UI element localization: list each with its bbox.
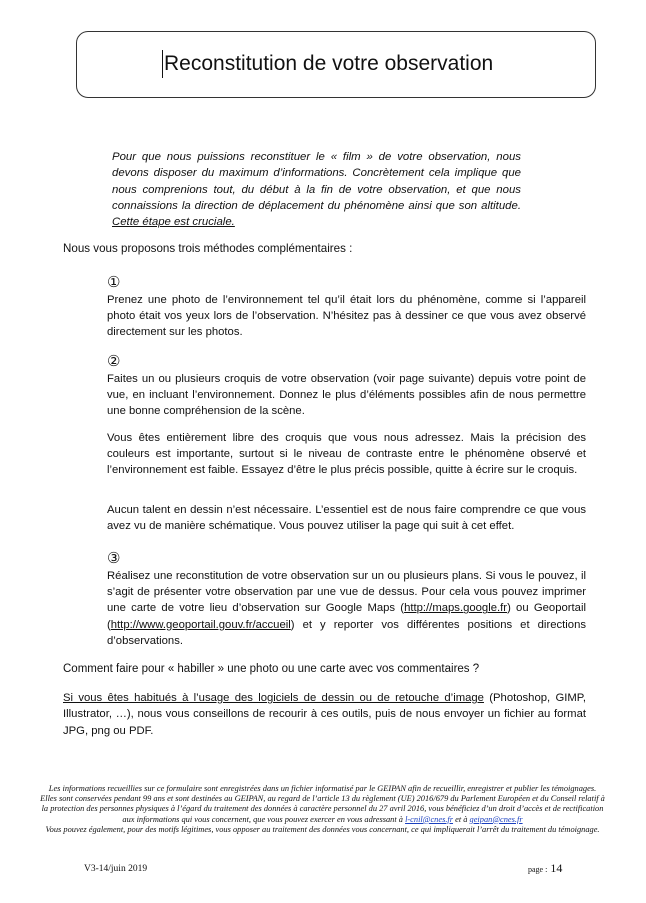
footer-text-c: Vous pouvez également, pour des motifs légitimes, vous opposer au traitement des données vous concernant, ce qui impliquerait l’arrêt du traitement du témoignage.	[45, 824, 600, 834]
geipan-email-link[interactable]: geipan@cnes.fr	[469, 814, 523, 824]
method-2	[107, 353, 586, 420]
cnil-email-link[interactable]: l-cnil@cnes.fr	[405, 814, 454, 824]
intro-paragraph	[112, 149, 521, 230]
question-heading: Comment faire pour « habiller » une photo ou une carte avec vos commentaires ?	[63, 663, 480, 675]
method-3	[107, 550, 586, 649]
advice-underlined: Si vous êtes habitués à l’usage des logiciels de dessin ou de retouche d’image	[63, 692, 484, 704]
advice-paragraph	[63, 690, 586, 739]
legal-footer	[40, 784, 605, 835]
method-3-text-a: Réalisez une reconstitution de votre observation sur un ou plusieurs plans. Si vous le pouvez, il s’agit de présenter votre observation par une vue de dessus. Pour cela vous pouvez imprimer une carte de votre lieu d’observation sur Google Maps (	[107, 570, 586, 615]
method-2-paragraph-2	[107, 430, 586, 479]
version-label: V3-14/juin 2019	[84, 864, 148, 874]
method-2-text: Faites un ou plusieurs croquis de votre observation (voir page suivante) depuis votre point de vue, en incluant l’environnement. Donnez le plus d’éléments possibles afin de nous permettre une bonne compréhension de la scène.	[107, 373, 586, 418]
google-maps-link[interactable]: http://maps.google.fr	[404, 602, 508, 615]
page-title: Reconstitution de votre observation	[162, 50, 493, 78]
page-number	[528, 861, 562, 877]
methods-intro: Nous vous proposons trois méthodes complémentaires :	[63, 242, 353, 255]
method-1	[107, 274, 586, 341]
intro-emphasis: Cette étape est cruciale.	[112, 216, 235, 229]
method-1-number: ①	[107, 274, 121, 291]
method-2-para2: Vous êtes entièrement libre des croquis que vous nous adressez. Mais la précision des couleurs est importante, surtout si le niveau de contraste entre le phénomène observé et l’environnement est faible. Essayez d’être le plus précis possible, quitte à écrire sur le croquis.	[107, 432, 586, 477]
method-3-text	[107, 568, 586, 649]
method-2-number: ②	[107, 353, 121, 370]
geoportail-link[interactable]: http://www.geoportail.gouv.fr/accueil	[110, 618, 291, 631]
footer-text-a: Les informations recueillies sur ce formulaire sont enregistrées dans un fichier informatisé par le GEIPAN afin de recueillir, enregistrer et publier les témoignages. Elles sont conservées pendant 99 ans et sont destinées au GEIPAN, au regard de l’article 13 du règlement (UE) 2016/679 du Parlement Européen et du Conseil relatif à la protection des personnes physiques à l’égard du traitement des données à caractère personnel du 27 avril 2016, vous bénéficiez d’un droit d’accès et de rectification aux informations qui vous concernent, que vous pouvez exercer en vous adressant à	[40, 784, 605, 824]
method-2-paragraph-3	[107, 502, 586, 534]
method-2-para3: Aucun talent en dessin n’est nécessaire. L’essentiel est de nous faire comprendre ce que vous avez vu de manière schématique. Vous pouvez utiliser la page qui suit à cet effet.	[107, 504, 586, 533]
method-3-text-c: ) et y reporter vos différentes positions et directions d’observations.	[107, 618, 586, 647]
method-3-number: ③	[107, 550, 121, 567]
method-3-text-b: ) ou Geoportail (	[107, 602, 586, 631]
footer-text-b: et à	[453, 814, 470, 824]
page-number-value: 14	[550, 861, 563, 875]
method-1-text: Prenez une photo de l’environnement tel qu’il était lors du phénomène, comme si l’appareil photo était vos yeux lors de l’observation. N’hésitez pas à dessiner ce que vous avez observé directement sur les photos.	[107, 294, 586, 339]
advice-rest: (Photoshop, GIMP, Illustrator, …), nous vous conseillons de recourir à ces outils, puis de nous envoyer un fichier au format JPG, png ou PDF.	[63, 692, 586, 737]
page-label: page :	[528, 865, 548, 874]
intro-text: Pour que nous puissions reconstituer le « film » de votre observation, nous devons disposer du maximum d’informations. Concrètement cela implique que nous comprenions tout, du début à la fin de votre observation, et que nous connaissions la direction de déplacement du phénomène ainsi que son altitude.	[112, 151, 521, 212]
